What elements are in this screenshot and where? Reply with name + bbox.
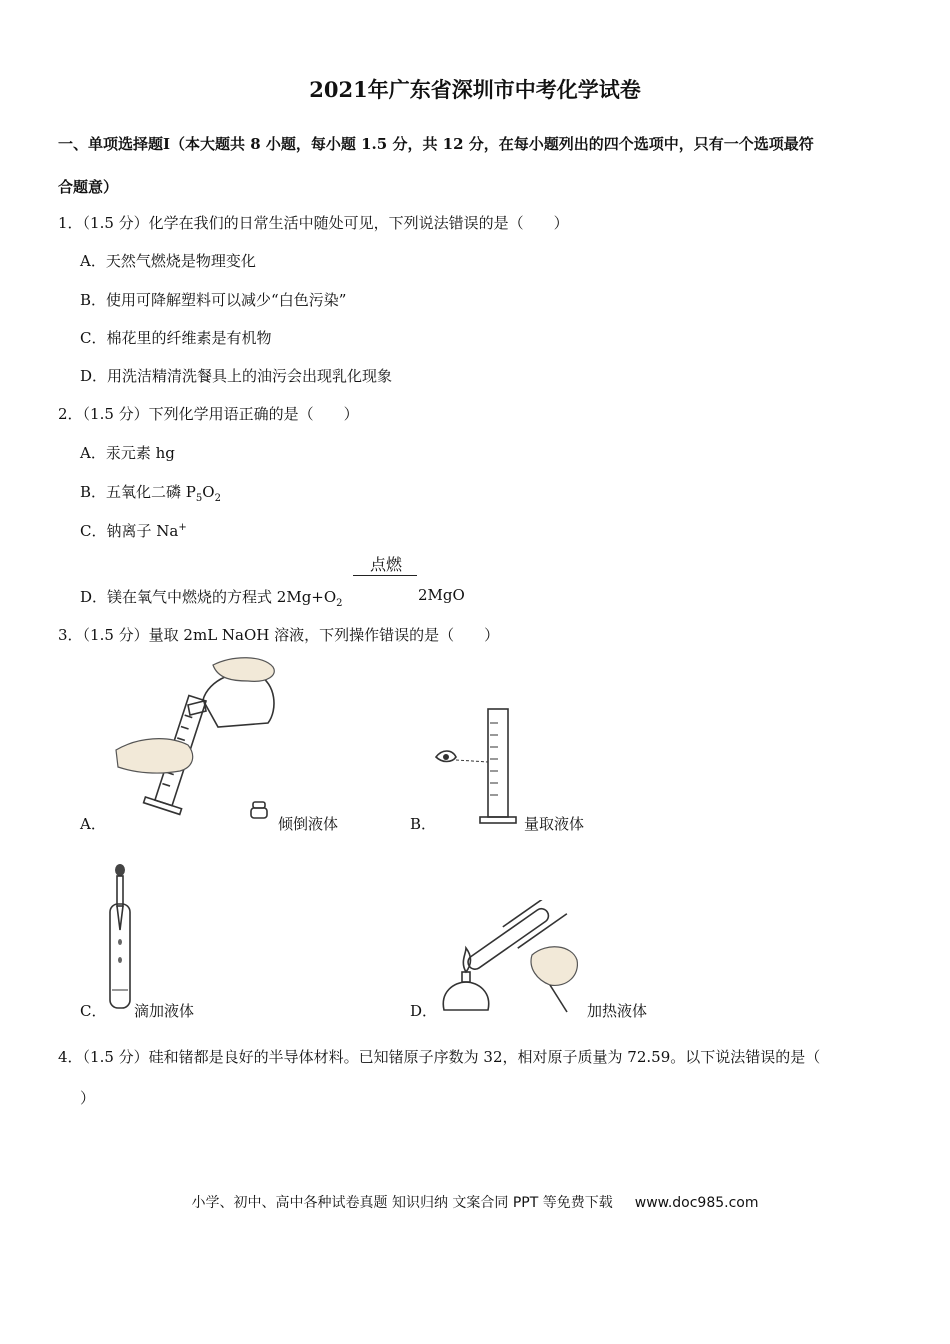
question-1-stem: 1．（1.5 分）化学在我们的日常生活中随处可见，下列说法错误的是（ ）: [58, 214, 569, 232]
graduated-cylinder-illustration: [432, 705, 522, 827]
question-2-option-b: [80, 481, 221, 504]
question-1-option-d: D．用洗洁精清洗餐具上的油污会出现乳化现象: [80, 367, 393, 385]
reaction-arrow-line: [353, 575, 417, 576]
figure-d-caption: 加热液体: [587, 1002, 648, 1020]
alcohol-lamp-heating-illustration: [432, 900, 582, 1022]
footer: [0, 1192, 950, 1212]
section-heading-line2: 合题意）: [58, 178, 119, 196]
question-1-option-c: C．棉花里的纤维素是有机物: [80, 329, 272, 347]
subscript-5: 5: [195, 493, 203, 504]
question-3-stem: 3．（1.5 分）量取 2mL NaOH 溶液，下列操作错误的是（ ）: [58, 626, 500, 644]
question-2-stem: 2．（1.5 分）下列化学用语正确的是（ ）: [58, 405, 359, 423]
reaction-product: 2MgO: [418, 586, 465, 604]
figure-c-label: C．: [80, 1002, 107, 1020]
section-heading-line1: 一、单项选择题Ⅰ（本大题共 8 小题，每小题 1.5 分，共 12 分，在每小题列出的四个选项中，只有一个选项最符: [58, 135, 814, 153]
footer-site-link[interactable]: www.doc985.com: [634, 1195, 759, 1211]
question-1-option-a: A．天然气燃烧是物理变化: [80, 252, 256, 270]
reaction-condition: 点燃: [369, 555, 402, 574]
subscript-2: 2: [214, 493, 221, 504]
question-4-stem: 4．（1.5 分）硅和锗都是良好的半导体材料。已知锗原子序数为 32，相对原子质量为 72.59。以下说法错误的是（: [58, 1048, 821, 1066]
option-b-text: B．五氧化二磷 P: [80, 483, 196, 501]
subscript-o2: 2: [336, 598, 343, 609]
dropper-illustration: [100, 860, 140, 1012]
footer-text: 小学、初中、高中各种试卷真题 知识归纳 文案合同 PPT 等免费下载: [191, 1195, 613, 1211]
oxygen-symbol: O: [202, 483, 215, 501]
question-4-stem-end: ）: [80, 1089, 96, 1107]
figure-b-label: B．: [410, 815, 437, 833]
figure-b-caption: 量取液体: [524, 815, 585, 833]
figure-c-caption: 滴加液体: [134, 1002, 195, 1020]
option-c-text: C．钠离子 Na: [80, 522, 179, 540]
bottle-stopper-icon: [249, 800, 269, 822]
question-2-option-c: [80, 520, 187, 541]
charge-superscript: +: [178, 522, 187, 533]
figure-a-label: A．: [80, 815, 106, 833]
option-d-text: D．镁在氧气中燃烧的方程式 2Mg+O: [80, 588, 337, 606]
question-2-option-a: A．汞元素 hg: [80, 444, 175, 462]
page-title: 2021年广东省深圳市中考化学试卷: [309, 77, 641, 102]
question-2-option-d: [80, 586, 343, 609]
figure-a-caption: 倾倒液体: [278, 815, 339, 833]
figure-d-label: D．: [410, 1002, 438, 1020]
question-1-option-b: B．使用可降解塑料可以减少“白色污染”: [80, 291, 347, 309]
